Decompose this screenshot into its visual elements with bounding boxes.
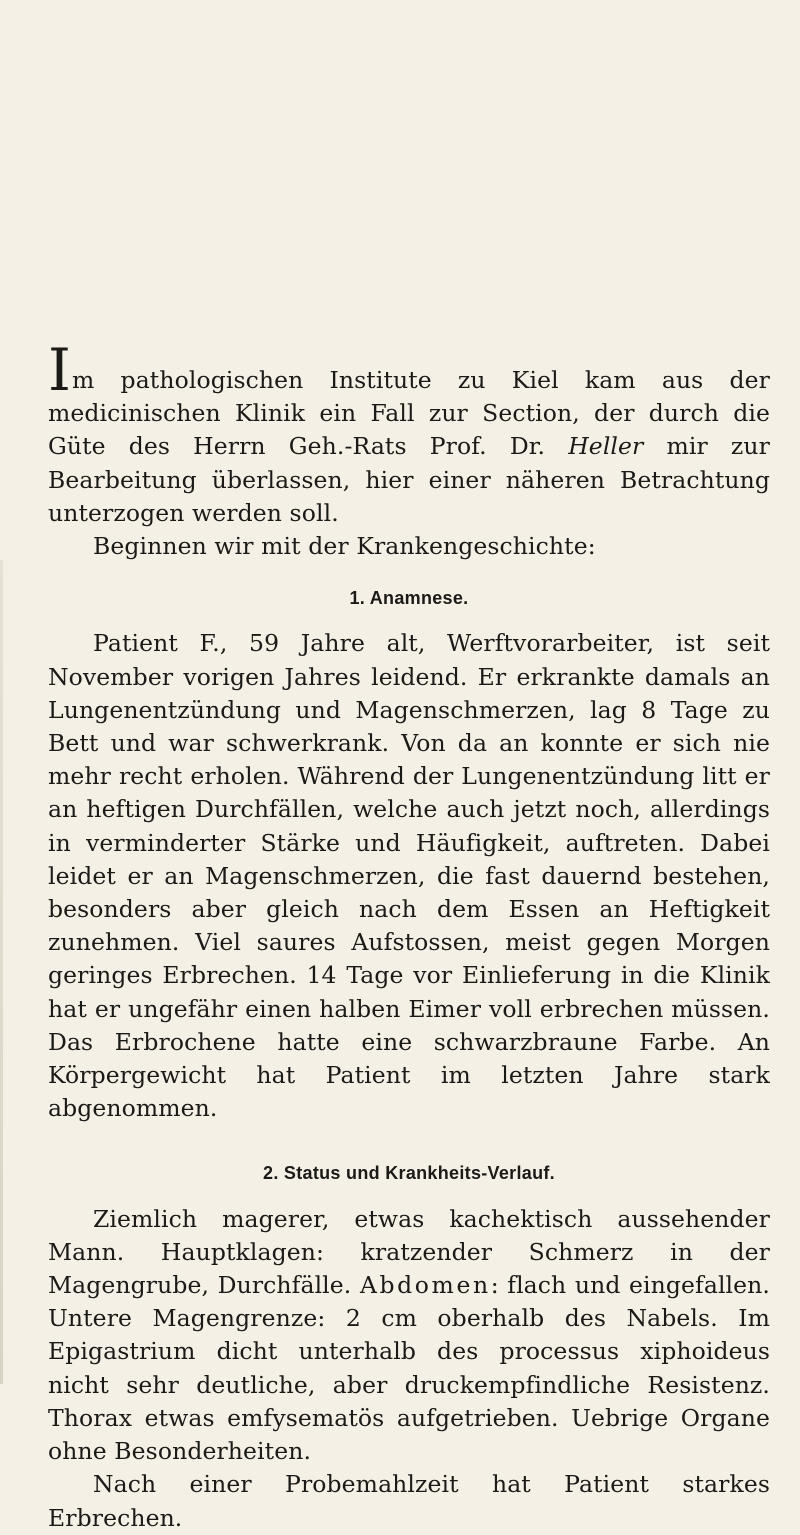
status-text-2: : flach und eingefallen. Untere Magengrenze: 2 cm oberhalb des Nabels. Im Epigastrium dicht unterhalb des processus xiphoideus nicht sehr deutliche, aber druckempfindliche Resistenz. Thorax etwas emfysematös aufgetrieben. Uebrige Organe ohne Besonderheiten. (48, 1271, 770, 1466)
abdomen-term: Abdomen (359, 1271, 491, 1300)
section-heading-anamnese: 1. Anamnese. (349, 588, 469, 609)
anamnese-paragraph: Patient F., 59 Jahre alt, Werftvorarbeiter, ist seit November vorigen Jahres leidend. Er erkrankte damals an Lungenentzündung und Magenschmerzen, lag 8 Tage zu Bett und war schwerkrank. Von da an konnte er sich nie mehr recht erholen. Während der Lungenentzündung litt er an heftigen Durchfällen, welche auch jetzt noch, allerdings in verminderter Stärke und Häufigkeit, auftreten. Dabei leidet er an Magenschmerzen, die fast dauernd bestehen, besonders aber gleich nach dem Essen an Heftigkeit zunehmen. Viel saures Aufstossen, meist gegen Morgen geringes Erbrechen. 14 Tage vor Einlieferung in die Klinik hat er ungefähr einen halben Eimer voll erbrechen müssen. Das Erbrochene hatte eine schwarzbraune Farbe. An Körpergewicht hat Patient im letzten Jahre stark abgenommen. (48, 629, 770, 1123)
intro-paragraph-2: Beginnen wir mit der Krankengeschichte: (93, 532, 596, 561)
intro-paragraph (48, 336, 770, 530)
status-paragraph-2: Nach einer Probemahlzeit hat Patient starkes Erbrechen. (48, 1470, 770, 1532)
status-paragraph (48, 1203, 770, 1469)
status-text: Ziemlich magerer, etwas kachektisch aussehender Mann. Hauptklagen: kratzender Schmerz in der Magengrube, Durchfälle. (48, 1204, 770, 1300)
section-heading-status: 2. Status und Krankheits-Verlauf. (263, 1163, 555, 1184)
text-block (48, 336, 770, 1535)
page-edge-shadow (0, 560, 3, 1384)
intro-text: m pathologischen Institute zu Kiel kam aus der medicinischen Klinik ein Fall zur Section, der durch die Güte des Herrn Geh.-Rats Prof. Dr. (48, 366, 770, 461)
author-name: Heller (568, 432, 644, 461)
drop-cap: I (48, 336, 72, 404)
intro-text-end: mir zur Bearbeitung überlassen, hier einer näheren Betrachtung unterzogen werden soll. (48, 432, 770, 527)
